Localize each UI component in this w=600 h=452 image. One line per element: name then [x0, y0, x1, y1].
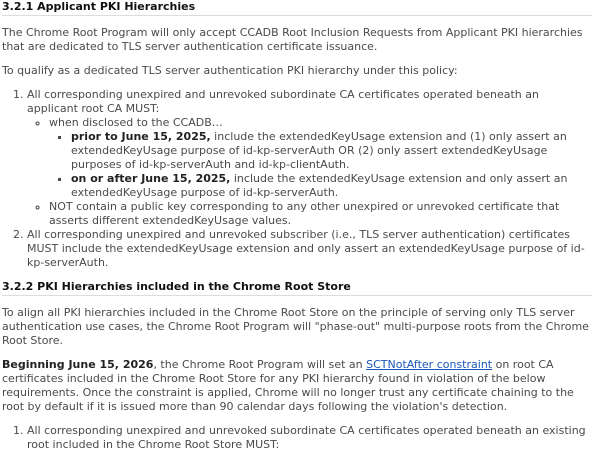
section-heading-applicant: 3.2.1 Applicant PKI Hierarchies — [2, 0, 196, 13]
list-item-text: include the extendedKeyUsage extension and (1) only assert an extendedKeyUsage purpose of id-kp-serverAuth OR (2) only assert extendedKeyUsage purposes of id-kp-serverAuth and id-kp-clientAuth. — [71, 130, 567, 171]
list-item-text: All corresponding unexpired and unrevoked subordinate CA certificates operated beneath an applicant root CA MUST: — [27, 88, 539, 115]
paragraph-text: , the Chrome Root Program will set an — [153, 358, 367, 371]
list-item — [27, 424, 592, 452]
sub-list — [27, 116, 592, 228]
paragraph-text: on root CA certificates included in the Chrome Root Store for any PKI hierarchy found in violation of the below requirements. Once the constraint is applied, Chrome will no longer trust any certificate chaining to the root by default if it is issued more than 90 calendar days following the violation's detection. — [2, 358, 574, 413]
date-emphasis: on or after June 15, 2025, — [71, 172, 231, 185]
list-item-text: when disclosed to the CCADB… — [49, 116, 223, 129]
sub-sub-list — [49, 130, 592, 200]
list-item — [27, 228, 592, 270]
section-heading-chrome-root-store: 3.2.2 PKI Hierarchies included in the Chrome Root Store — [2, 280, 351, 293]
date-emphasis: prior to June 15, 2025, — [71, 130, 211, 143]
section-divider — [2, 15, 592, 16]
existing-root-requirements-list — [2, 424, 592, 452]
list-item-text: NOT contain a public key corresponding to any other unexpired or unrevoked certificate that asserts different extendedKeyUsage values. — [49, 200, 560, 227]
qualify-paragraph: To qualify as a dedicated TLS server authentication PKI hierarchy under this policy: — [2, 64, 458, 77]
applicant-intro-paragraph: The Chrome Root Program will only accept CCADB Root Inclusion Requests from Applicant PKI hierarchies that are dedicated to TLS server authentication certificate issuance. — [2, 26, 583, 53]
phase-out-paragraph: To align all PKI hierarchies included in the Chrome Root Store on the principle of serving only TLS server authentication use cases, the Chrome Root Program will "phase-out" multi-purpose roots from the Chrome Root Store. — [2, 306, 589, 347]
list-item-text: All corresponding unexpired and unrevoked subordinate CA certificates operated beneath an existing root included in the Chrome Root Store MUST: — [27, 424, 586, 451]
list-item — [49, 116, 592, 200]
list-item — [71, 172, 592, 200]
applicant-requirements-list — [2, 88, 592, 270]
constraint-paragraph — [2, 358, 592, 414]
list-item — [27, 88, 592, 228]
date-emphasis: Beginning June 15, 2026 — [2, 358, 154, 371]
list-item-text: include the extendedKeyUsage extension and only assert an extendedKeyUsage purpose of id-kp-serverAuth. — [71, 172, 568, 199]
section-divider — [2, 295, 592, 296]
list-item-text: All corresponding unexpired and unrevoked subscriber (i.e., TLS server authentication) certificates MUST include the extendedKeyUsage extension and only assert an extendedKeyUsage purpose of id-kp-serverAuth. — [27, 228, 585, 269]
sctnotafter-constraint-link[interactable]: SCTNotAfter constraint — [366, 358, 493, 371]
list-item — [49, 200, 592, 228]
list-item — [71, 130, 592, 172]
